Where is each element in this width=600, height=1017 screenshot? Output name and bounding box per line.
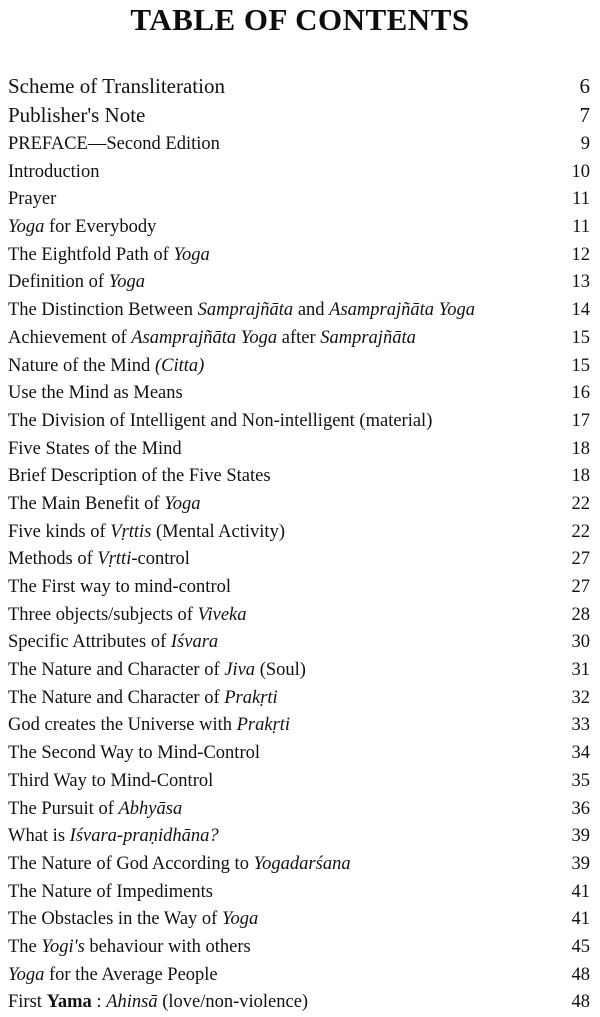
toc-entry-title-part: The Distinction Between xyxy=(8,300,198,321)
toc-entry-title xyxy=(8,408,432,435)
toc-entry-page-number: 45 xyxy=(571,936,590,957)
toc-entry-title xyxy=(8,436,182,463)
toc-entry xyxy=(8,906,592,934)
toc-entry-title-part: What is xyxy=(8,826,70,847)
toc-entry-title-part: Jiva xyxy=(224,660,256,681)
toc-entry xyxy=(8,101,592,130)
toc-entry-title xyxy=(8,491,201,518)
toc-entry-title xyxy=(8,602,247,629)
toc-entry-title-part: for the Average People xyxy=(44,964,218,985)
toc-entry xyxy=(8,131,592,159)
toc-entry-title xyxy=(8,269,145,296)
toc-entry-page-number: 12 xyxy=(571,244,590,265)
toc-entry-title-part: for Everybody xyxy=(44,217,157,238)
toc-entry-title xyxy=(8,906,258,933)
toc-entry-title-part: Definition of xyxy=(8,272,109,293)
toc-entry-title-part: Prakṛti xyxy=(224,687,278,708)
toc-entry-title xyxy=(8,740,260,767)
toc-entry xyxy=(8,657,592,685)
toc-entry-title-part: Iśvara-praṇidhāna? xyxy=(69,826,219,847)
toc-entry-title-part: after xyxy=(277,327,321,348)
toc-entry-title-part: Specific Attributes of xyxy=(8,632,171,653)
toc-entry xyxy=(8,823,592,851)
toc-entry-title-part: Achievement of xyxy=(8,327,132,348)
toc-entry-title-part: Vṛtti xyxy=(97,549,132,570)
toc-entry-title xyxy=(8,712,290,739)
toc-entry xyxy=(8,297,592,325)
toc-entry-page-number: 31 xyxy=(571,660,590,681)
toc-entry-title xyxy=(8,325,416,352)
toc-entry-title-part: (Citta) xyxy=(154,355,205,376)
toc-entry-title-part: Third Way to Mind-Control xyxy=(8,770,214,791)
toc-entry xyxy=(8,879,592,907)
toc-entry-page-number: 28 xyxy=(571,604,590,625)
toc-entry-page-number: 15 xyxy=(571,355,590,376)
toc-entry-page-number: 11 xyxy=(572,189,590,210)
toc-entry xyxy=(8,851,592,879)
toc-entry-title-part: Yoga xyxy=(164,493,201,514)
toc-entry-title xyxy=(8,574,231,601)
toc-entry-title-part: PREFACE—Second Edition xyxy=(8,134,220,154)
toc-entry-title-part: Abhyāsa xyxy=(118,798,183,819)
toc-entry xyxy=(8,159,592,187)
toc-entry-title-part: Yoga xyxy=(8,964,45,985)
page-title: TABLE OF CONTENTS xyxy=(130,2,470,37)
toc-entry-title xyxy=(8,768,213,795)
toc-entry-page-number: 36 xyxy=(571,798,590,819)
toc-entry xyxy=(8,463,592,491)
toc-entry-page-number: 16 xyxy=(571,383,590,404)
toc-entry-title xyxy=(8,934,251,961)
toc-entry-title xyxy=(8,101,145,130)
toc-entry-page-number: 34 xyxy=(571,743,590,764)
toc-entry-page-number: 27 xyxy=(571,549,590,570)
toc-entry xyxy=(8,242,592,270)
toc-entry xyxy=(8,989,592,1017)
toc-entry-title-part: First xyxy=(8,992,47,1013)
toc-entry-title-part: Samprajñāta xyxy=(197,300,294,321)
toc-entry-title-part: The Nature of God According to xyxy=(8,853,254,874)
toc-entry xyxy=(8,436,592,464)
toc-entry-page-number: 41 xyxy=(571,881,590,902)
toc-entry-title xyxy=(8,131,220,158)
toc-entry-page-number: 35 xyxy=(571,770,590,791)
toc-entry-title xyxy=(8,546,190,573)
toc-entry-title-part: : xyxy=(91,992,107,1013)
toc-entry-page-number: 18 xyxy=(571,466,590,487)
toc-entry-title-part: The Nature of Impediments xyxy=(8,881,213,902)
toc-entry-title xyxy=(8,242,210,269)
toc-entry xyxy=(8,546,592,574)
toc-entry-title xyxy=(8,796,182,823)
toc-entry-title-part: Samprajñāta xyxy=(320,327,416,348)
toc-entry-title-part: The Nature and Character of xyxy=(8,687,225,708)
toc-entry-title-part: Yoga xyxy=(8,217,45,238)
toc-entry-page-number: 9 xyxy=(580,134,590,154)
toc-entry-title-part: The Obstacles in the Way of xyxy=(8,909,222,930)
toc-entry-title-part: Publisher's Note xyxy=(8,103,146,127)
toc-entry-title-part: God creates the Universe with xyxy=(8,715,237,736)
toc-entry-title-part: Nature of the Mind xyxy=(8,355,155,376)
toc-entry-title-part: Use the Mind as Means xyxy=(8,383,183,404)
toc-entry xyxy=(8,491,592,519)
toc-entry-title-part: Five kinds of xyxy=(8,521,111,542)
toc-entry-page-number: 22 xyxy=(571,521,590,542)
toc-entry-page-number: 30 xyxy=(571,632,590,653)
toc-entry-page-number: 10 xyxy=(571,161,590,182)
toc-entry xyxy=(8,796,592,824)
toc-entry-title-part: The Second Way to Mind-Control xyxy=(8,743,260,764)
toc-entry xyxy=(8,712,592,740)
toc-entry-title-part: Three objects/subjects of xyxy=(8,604,198,625)
toc-entry-title-part: Iśvara xyxy=(170,632,219,653)
toc-entry-title-part: (Mental Activity) xyxy=(151,521,285,542)
toc-entry-title xyxy=(8,186,56,213)
toc-entry-page-number: 32 xyxy=(571,687,590,708)
toc-entry-page-number: 22 xyxy=(571,493,590,514)
toc-entry-title-part: The Eightfold Path of xyxy=(8,244,174,265)
toc-entry xyxy=(8,685,592,713)
toc-entry-title-part: Yogadarśana xyxy=(253,853,351,874)
toc-entry-title-part: Prakṛti xyxy=(236,715,291,736)
toc-entry-title-part: The Pursuit of xyxy=(8,798,119,819)
toc-entry-title-part: Asamprajñāta Yoga xyxy=(131,327,278,348)
toc-entry-title-part: Yoga xyxy=(108,272,146,293)
toc-entry-page-number: 41 xyxy=(571,909,590,930)
toc-entry-title-part: and xyxy=(293,300,330,321)
toc-entry-title-part: The Nature and Character of xyxy=(8,660,225,681)
toc-entry-title xyxy=(8,72,225,101)
toc-entry-title-part: Scheme of Transliteration xyxy=(8,74,225,98)
toc-entry-title-part: -control xyxy=(131,549,190,570)
toc-entry-title xyxy=(8,297,475,324)
toc-entry-title xyxy=(8,989,308,1016)
toc-entry-title-part: (love/non-violence) xyxy=(157,992,309,1013)
toc-entry-title-part: Yama xyxy=(46,992,92,1013)
toc-entry-title-part: Yogi's xyxy=(41,936,85,957)
toc-entry xyxy=(8,353,592,381)
toc-entry-title-part: behaviour with others xyxy=(84,936,251,957)
table-of-contents xyxy=(8,72,592,1017)
toc-entry-page-number: 15 xyxy=(571,327,590,348)
toc-entry xyxy=(8,602,592,630)
toc-entry-title-part: Yoga xyxy=(173,244,210,265)
toc-entry-title-part: Methods of xyxy=(8,549,98,570)
toc-entry-page-number: 7 xyxy=(579,103,590,127)
toc-entry xyxy=(8,962,592,990)
toc-entry-page-number: 48 xyxy=(571,992,590,1013)
toc-entry xyxy=(8,740,592,768)
toc-entry-title-part: The Division of Intelligent and Non-intelligent (material) xyxy=(8,410,433,431)
toc-entry-title xyxy=(8,685,278,712)
toc-entry-title xyxy=(8,159,99,186)
toc-entry-page-number: 13 xyxy=(571,272,590,293)
toc-entry-title-part: The xyxy=(8,936,42,957)
toc-entry-title xyxy=(8,629,218,656)
toc-entry-page-number: 48 xyxy=(571,964,590,985)
toc-entry xyxy=(8,269,592,297)
toc-entry xyxy=(8,629,592,657)
toc-entry-page-number: 17 xyxy=(571,410,590,431)
toc-entry-page-number: 33 xyxy=(571,715,590,736)
toc-entry xyxy=(8,934,592,962)
toc-entry xyxy=(8,768,592,796)
toc-entry-title-part: Introduction xyxy=(8,161,100,182)
toc-entry-title xyxy=(8,519,285,546)
toc-entry-page-number: 39 xyxy=(571,826,590,847)
toc-entry-title xyxy=(8,823,219,850)
toc-entry-title-part: Ahinsā xyxy=(106,992,158,1013)
toc-entry-page-number: 27 xyxy=(571,577,590,597)
toc-entry-title xyxy=(8,353,204,380)
toc-entry xyxy=(8,519,592,547)
toc-entry-page-number: 14 xyxy=(571,300,590,321)
toc-entry-page-number: 39 xyxy=(571,853,590,874)
toc-entry-title-part: Asamprajñāta Yoga xyxy=(329,300,475,321)
toc-entry-title-part: The First way to mind-control xyxy=(8,577,231,597)
toc-entry-title-part: Vṛttis xyxy=(110,521,152,542)
toc-entry-title xyxy=(8,463,271,490)
toc-entry-page-number: 18 xyxy=(571,438,590,459)
toc-entry-title xyxy=(8,380,183,407)
toc-entry-title-part: (Soul) xyxy=(255,660,306,681)
toc-entry xyxy=(8,72,592,101)
toc-entry xyxy=(8,325,592,353)
toc-entry-title xyxy=(8,214,156,241)
toc-entry xyxy=(8,408,592,436)
toc-entry xyxy=(8,214,592,242)
toc-entry-page-number: 11 xyxy=(572,217,590,238)
toc-entry-page-number: 6 xyxy=(579,74,590,98)
toc-entry-title-part: Yoga xyxy=(221,909,259,930)
toc-entry-title xyxy=(8,962,218,989)
toc-entry xyxy=(8,380,592,408)
toc-entry-title xyxy=(8,657,306,684)
toc-entry-title-part: Brief Description of the Five States xyxy=(8,466,271,487)
toc-entry-title-part: Viveka xyxy=(197,604,247,625)
toc-entry-title-part: Prayer xyxy=(8,189,57,210)
toc-entry xyxy=(8,186,592,214)
toc-entry xyxy=(8,574,592,602)
toc-entry-title-part: Five States of the Mind xyxy=(8,438,182,459)
toc-entry-title xyxy=(8,851,351,878)
toc-entry-title xyxy=(8,879,213,906)
toc-entry-title-part: The Main Benefit of xyxy=(8,493,165,514)
